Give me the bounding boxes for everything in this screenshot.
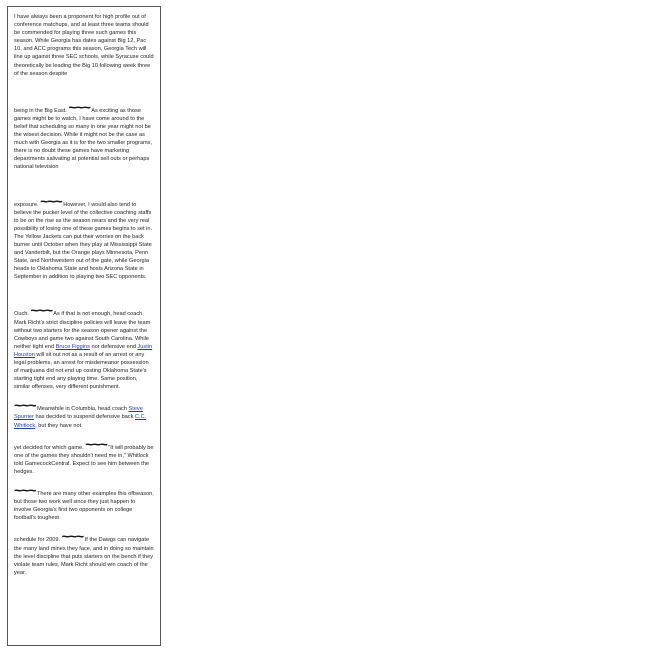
paragraph-5: [14, 397, 154, 429]
paragraph-3: [14, 192, 154, 282]
paragraph-6-lead: yet decided for which game.: [14, 444, 84, 451]
squiggle-separator-icon: ~~~: [30, 302, 53, 319]
article-frame: [7, 6, 161, 646]
paragraph-7: [14, 482, 154, 522]
paragraph-2-body: As exciting as those games might be to watch, I have come around to the belief that scheduling so many in one year might not be the wisest decision. While it might not be the case as much with Georgia as it is for the two smaller programs, there is no doubt these games have marketing departments salivating at potential sell outs or perhaps national television: [14, 107, 153, 171]
link-steve-spurrier[interactable]: Steve Spurrier: [14, 406, 143, 421]
paragraph-7-body: There are many other examples this offseason, but those two work well since they just happen to involve Georgia's first two opponents on college football's toughest: [14, 491, 154, 522]
squiggle-separator-icon: ~~~: [85, 435, 107, 452]
paragraph-8-lead: schedule for 2009.: [14, 537, 61, 544]
paragraph-1: I have always been a proponent for high profile out of conference matchups, and at least three teams should be commended for playing three such games this season. While Georgia has dates against Big 12, Pac 10, and ACC programs this season, Georgia Tech will line up against three SEC schools, while Syracuse could theoretically be leading the Big 10 following week three of the season despite: [14, 14, 154, 77]
paragraph-4-body: As if that is not enough, head coach Mark Richt's strict discipline policies will leave the team without two starters for the season opener against the Cowboys and game two against South Carolina. While neither tight end: [14, 311, 151, 350]
paragraph-8: [14, 528, 154, 576]
paragraph-6-body: "It will probably be one of the games they shouldn't need me in," Whitlock told GamecockCentral. Expect to see him between the hedges.: [14, 444, 154, 475]
link-justin-houston[interactable]: Justin Houston: [14, 343, 153, 358]
paragraph-8-body: If the Dawgs can navigate the many land mines they face, and in doing so maintain the level discipline that puts starters on the bench if they violate team rules, Mark Richt should win coach of the year.: [14, 537, 154, 576]
paragraph-3-body: However, I would also tend to believe the pucker level of the collective coaching staffs to be on the rise as the season nears and the very real possibility of losing one of these games begins to set in. The Yellow Jackets can put their worries on the back burner until October when they play at Mississippi State and Vanderbilt, but the Orange plays Minnesota, Penn State, and Northwestern out of the gate, while Georgia heads to Oklahoma State and hosts Arizona State in September in addition to playing two SEC opponents.: [14, 201, 153, 281]
paragraph-5-tail: , but they have not: [35, 422, 82, 429]
squiggle-separator-icon: ~~~: [68, 98, 90, 115]
paragraph-2-lead: being in the Big East.: [14, 107, 67, 114]
paragraph-6: [14, 435, 154, 476]
paragraph-5-lead: Meanwhile in Columbia, head coach: [37, 406, 127, 413]
link-bruce-figgins[interactable]: Bruce Figgins: [55, 343, 90, 350]
squiggle-separator-icon: ~~~: [40, 192, 62, 209]
squiggle-separator-icon: ~~~: [61, 528, 84, 545]
link-cc-whitlock[interactable]: C.C. Whitlock: [14, 414, 147, 429]
paragraph-5-mid: has decided to suspend defensive back: [35, 414, 134, 421]
paragraph-4: [14, 302, 154, 391]
paragraph-4-lead: Ouch.: [14, 311, 29, 318]
squiggle-separator-icon: ~~~: [14, 482, 36, 499]
paragraph-3-lead: exposure.: [14, 201, 39, 208]
paragraph-4-tail: will sit out not as a result of an arrest or any legal problems, an arrest for misdemeanor possession of marijuana did not end up costing Oklahoma State's starting tight end any playing time. Same position, similar offenses, very different punishment.: [14, 351, 149, 391]
paragraph-2: [14, 98, 154, 172]
squiggle-separator-icon: ~~~: [14, 397, 36, 414]
paragraph-4-mid: nor defensive end: [91, 343, 136, 350]
